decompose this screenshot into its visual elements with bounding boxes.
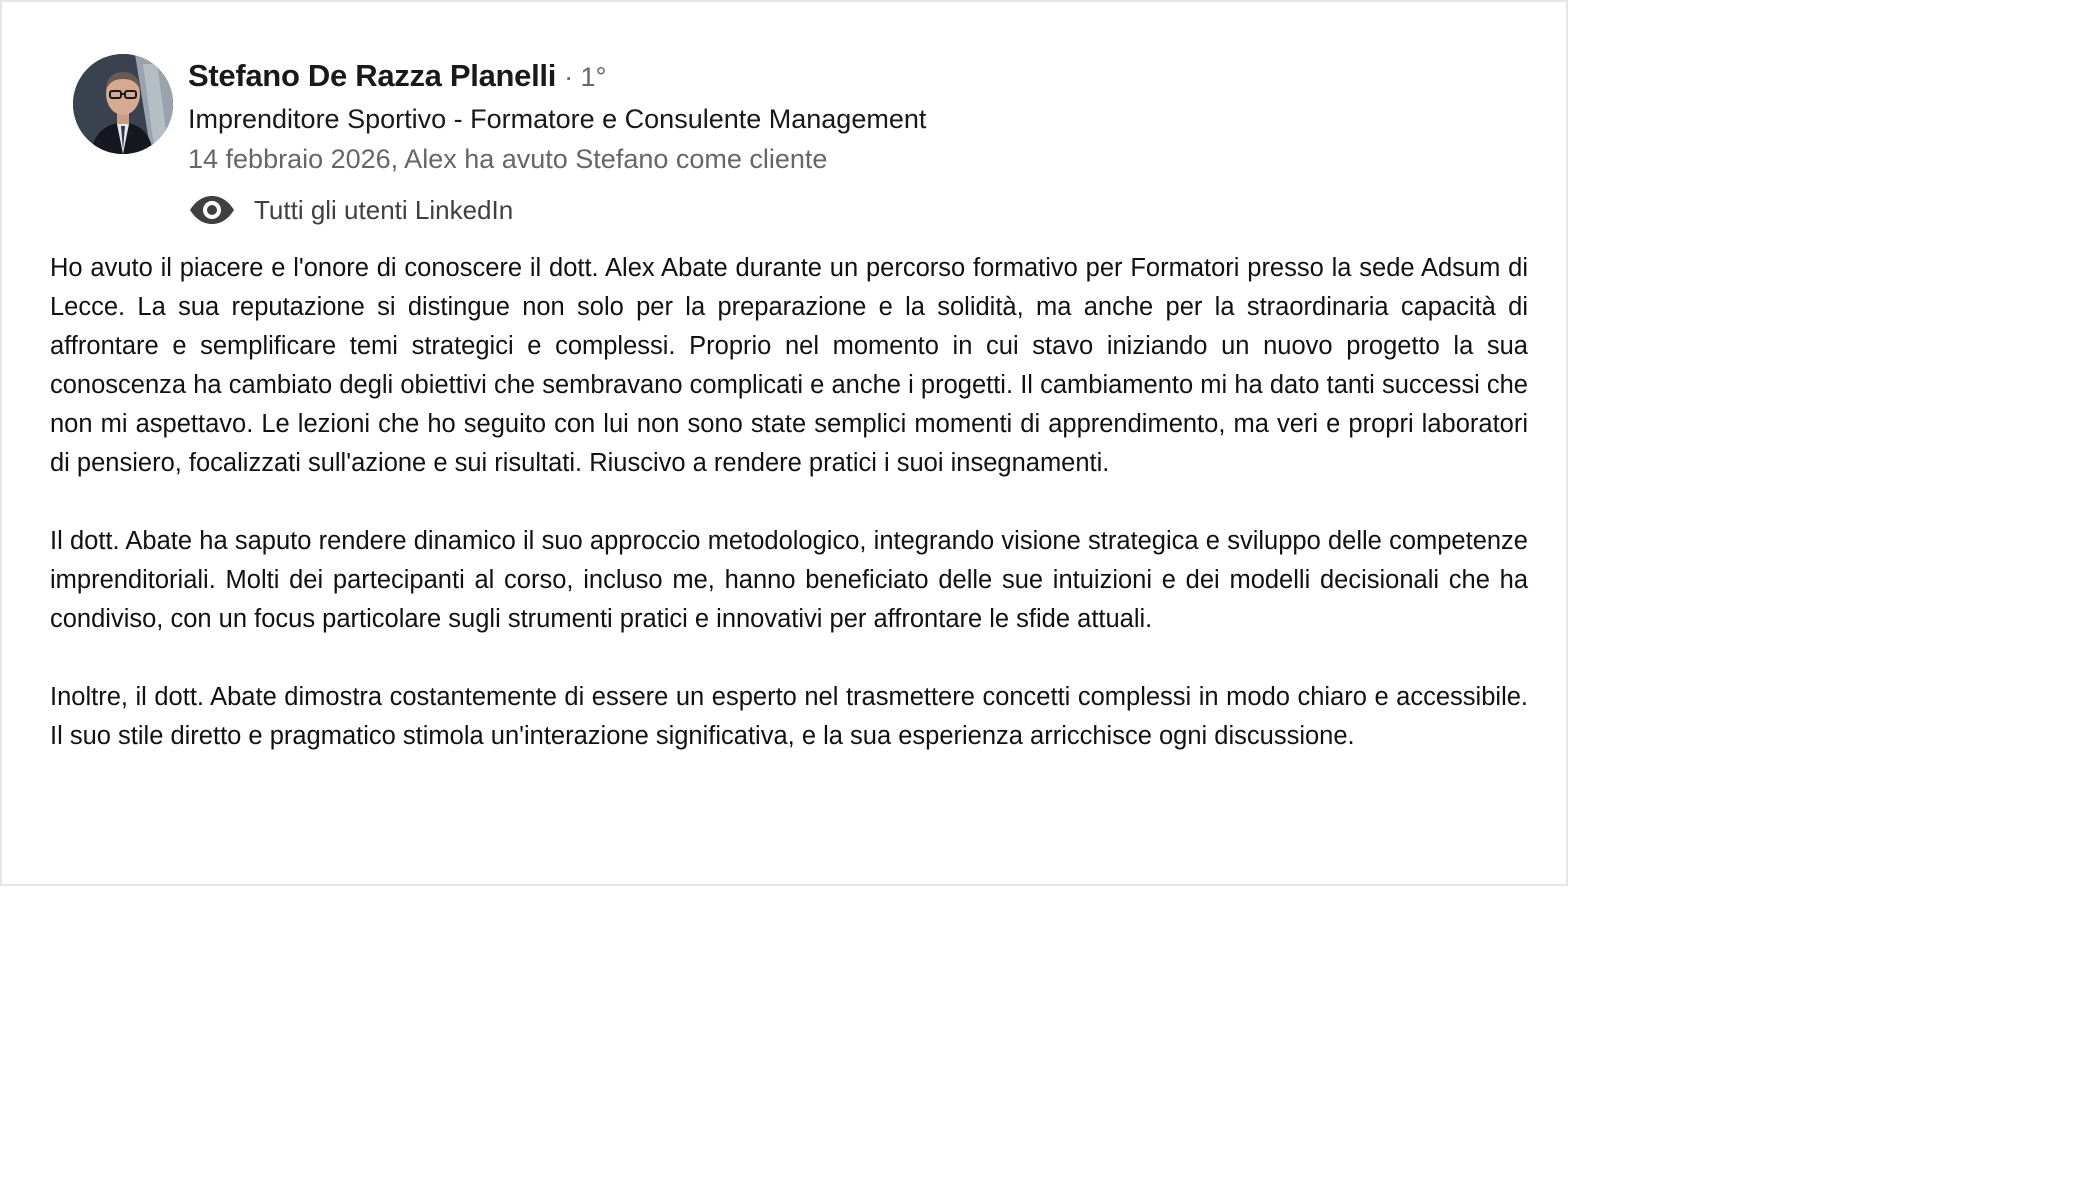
author-name[interactable]: Stefano De Razza Planelli <box>188 58 557 93</box>
visibility-indicator <box>188 190 926 230</box>
author-avatar[interactable] <box>73 54 173 154</box>
recommendation-paragraph: Ho avuto il piacere e l'onore di conoscere il dott. Alex Abate durante un percorso formativo per Formatori presso la sede Adsum di Lecce. La sua reputazione si distingue non solo per la preparazione e la solidità, ma anche per la straordinaria capacità di affrontare e semplificare temi strategici e complessi. Proprio nel momento in cui stavo iniziando un nuovo progetto la sua conoscenza ha cambiato degli obiettivi che sembravano complicati e anche i progetti. Il cambiamento mi ha dato tanti successi che non mi aspettavo. Le lezioni che ho seguito con lui non sono state semplici momenti di apprendimento, ma veri e propri laboratori di pensiero, focalizzati sull'azione e sui risultati. Riuscivo a rendere pratici i suoi insegnamenti. <box>50 254 1528 477</box>
visibility-label: Tutti gli utenti LinkedIn <box>254 194 514 225</box>
author-name-line <box>188 58 926 102</box>
recommendation-paragraph: Il dott. Abate ha saputo rendere dinamico il suo approccio metodologico, integrando visione strategica e sviluppo delle competenze imprenditoriali. Molti dei partecipanti al corso, incluso me, hanno beneficiato delle sue intuizioni e dei modelli decisionali che ha condiviso, con un focus particolare sugli strumenti pratici e innovativi per affrontare le sfide attuali. <box>50 527 1528 633</box>
author-headline: Imprenditore Sportivo - Formatore e Consulente Management <box>188 104 927 134</box>
connection-degree: · 1° <box>564 62 607 92</box>
recommendation-text <box>50 249 1528 756</box>
avatar-photo <box>73 54 173 154</box>
eye-icon <box>188 194 236 226</box>
recommendation-date-context: 14 febbraio 2026, Alex ha avuto Stefano come cliente <box>188 144 828 174</box>
recommendation-paragraph: Inoltre, il dott. Abate dimostra costantemente di essere un esperto nel trasmettere concetti complessi in modo chiaro e accessibile. Il suo stile diretto e pragmatico stimola un'interazione significativa, e la sua esperienza arricchisce ogni discussione. <box>50 683 1528 750</box>
author-header <box>188 58 926 230</box>
